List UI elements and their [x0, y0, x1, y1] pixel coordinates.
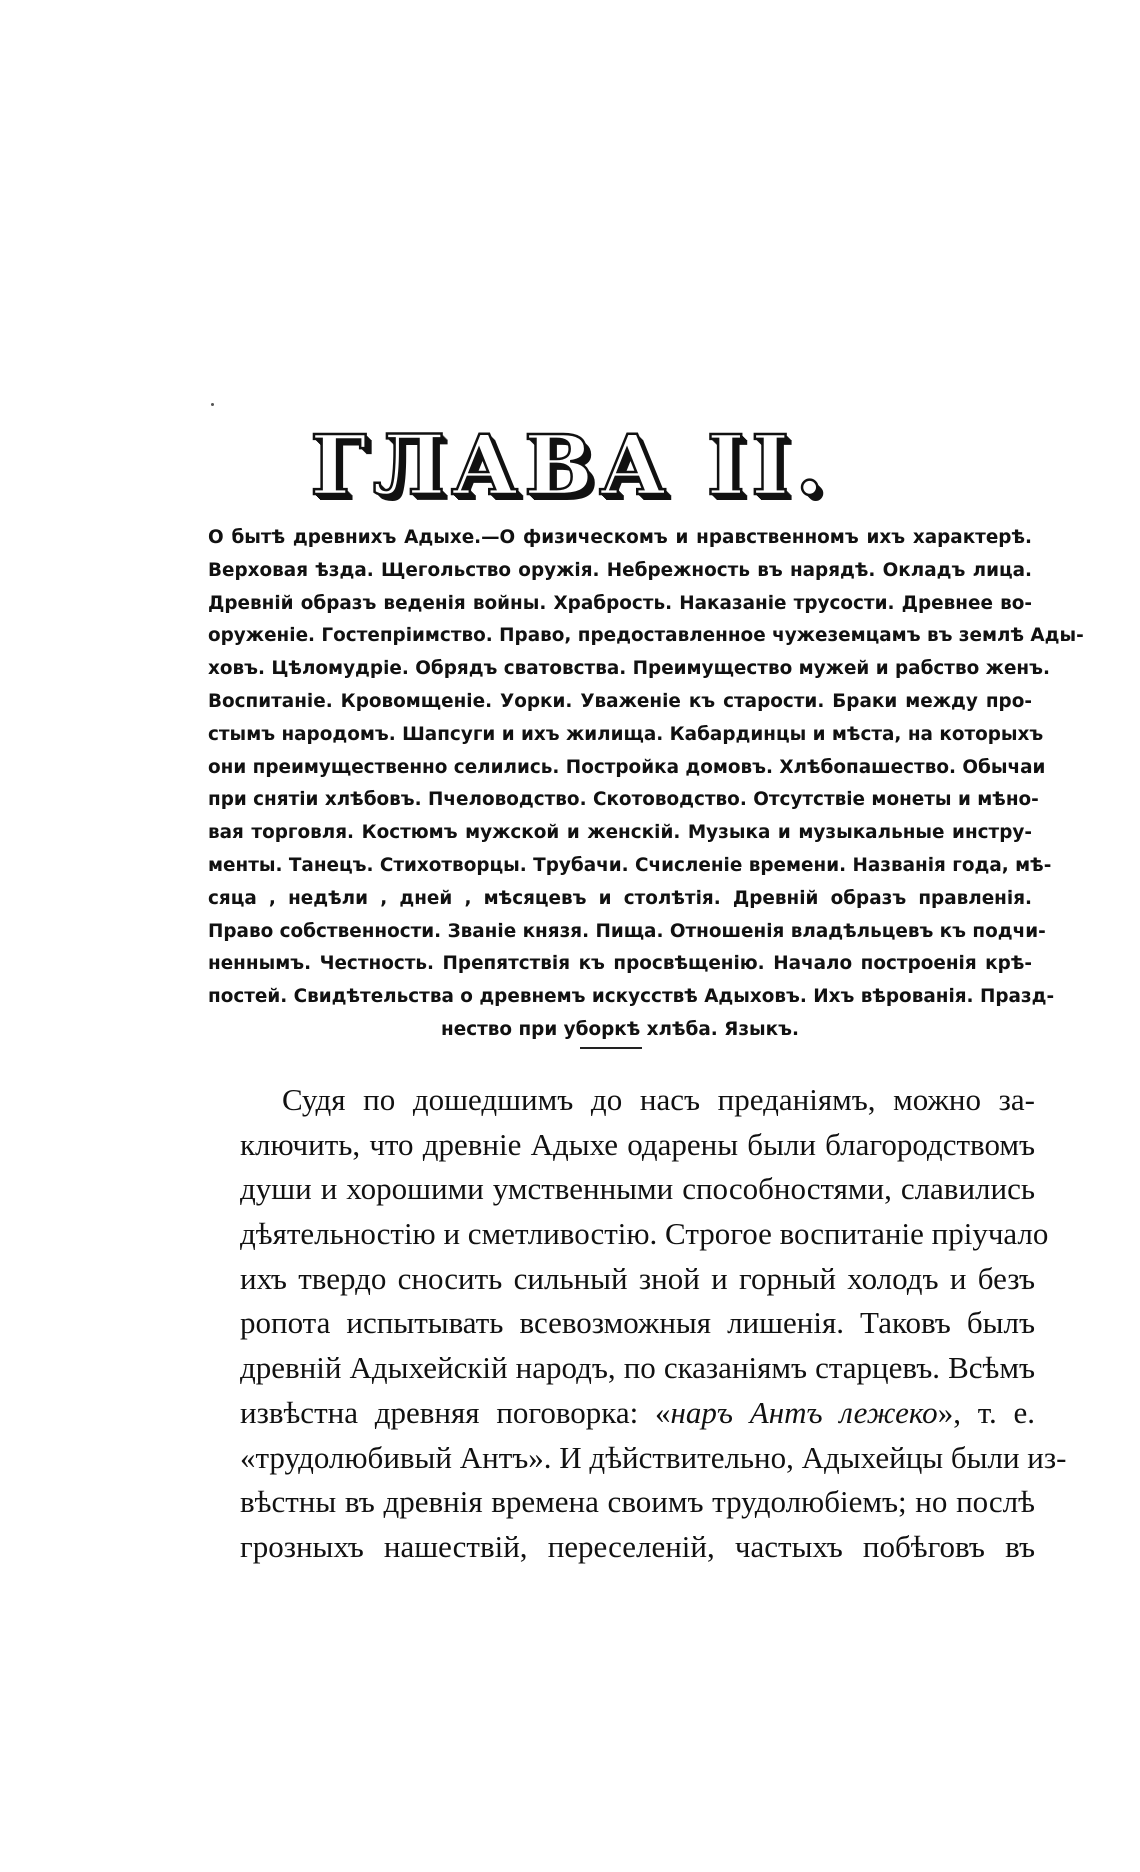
saying-open-quote: « — [655, 1394, 671, 1430]
summary-line: стымъ народомъ. Шапсуги и ихъ жилища. Кабардинцы и мѣста, на которыхъ — [208, 723, 1044, 745]
chapter-title: ГЛАВА II. — [310, 418, 830, 514]
saying-suffix: т. е. — [977, 1394, 1036, 1430]
body-line: ихъ твердо сносить сильный зной и горный холодъ и безъ — [240, 1260, 1035, 1296]
saying-text: наръ Антъ лежеко — [670, 1394, 938, 1430]
summary-line: Древній образъ веденія войны. Храбрость. Наказаніе трусости. Древнее во- — [208, 592, 1032, 614]
body-line: вѣстны въ древнія времена своимъ трудолюбіемъ; но послѣ — [240, 1484, 1035, 1520]
body-line-with-saying — [240, 1391, 1035, 1436]
summary-line: Воспитаніе. Кровомщеніе. Уорки. Уваженіе къ старости. Браки между про- — [208, 690, 1032, 712]
summary-line: ховъ. Цѣломудріе. Обрядъ сватовства. Преимущество мужей и рабство женъ. — [208, 658, 1050, 680]
summary-line: они преимущественно селились. Постройка домовъ. Хлѣбопашество. Обычаи — [208, 756, 1046, 778]
summary-line: при снятіи хлѣбовъ. Пчеловодство. Скотоводство. Отсутствіе монеты и мѣно- — [208, 789, 1039, 811]
summary-line: неннымъ. Честность. Препятствія къ просвѣщенію. Начало построенія крѣ- — [208, 953, 1032, 975]
summary-line: О бытѣ древнихъ Адыхе.—О физическомъ и нравственномъ ихъ характерѣ. — [208, 527, 1032, 548]
chapter-summary — [208, 522, 1084, 1047]
body-line: души и хорошими умственными способностями, славились — [240, 1171, 1035, 1207]
body-line: древній Адыхейскій народъ, по сказаніямъ старцевъ. Всѣмъ — [240, 1350, 1035, 1386]
summary-line: вая торговля. Костюмъ мужской и женскій. Музыка и музыкальные инстру- — [208, 822, 1032, 844]
body-line: «трудолюбивый Антъ». И дѣйствительно, Адыхейцы были из- — [240, 1439, 1067, 1475]
body-line-start: извѣстна древняя поговорка: — [240, 1394, 639, 1430]
summary-line: нество при уборкѣ хлѣба. Языкъ. — [441, 1018, 799, 1040]
saying-close-quote: », — [937, 1394, 961, 1430]
summary-line: Право собственности. Званіе князя. Пища. Отношенія владѣльцевъ къ подчи- — [208, 920, 1046, 942]
body-paragraph — [240, 1078, 1067, 1570]
body-line: ропота испытывать всевозможныя лишенія. Таковъ былъ — [240, 1305, 1035, 1341]
body-line: Судя по дошедшимъ до насъ преданіямъ, можно за- — [282, 1082, 1035, 1117]
body-line: дѣятельностію и сметливостію. Строгое воспитаніе пріучало — [240, 1216, 1049, 1252]
body-line: грозныхъ нашествій, переселеній, частыхъ побѣговъ въ — [240, 1528, 1035, 1564]
summary-line: оруженіе. Гостепріимство. Право, предоставленное чужеземцамъ въ землѣ Ады- — [208, 625, 1084, 647]
summary-line: сяца , недѣли , дней , мѣсяцевъ и столѣтія. Древній образъ правленія. — [208, 887, 1032, 909]
summary-line: менты. Танецъ. Стихотворцы. Трубачи. Счисленіе времени. Названія года, мѣ- — [208, 854, 1052, 876]
speck — [211, 403, 214, 406]
summary-line: Верховая ѣзда. Щегольство оружія. Небрежность въ нарядѣ. Окладъ лица. — [208, 559, 1032, 581]
summary-line: постей. Свидѣтельства о древнемъ искусствѣ Адыховъ. Ихъ вѣрованія. Празд- — [208, 986, 1055, 1008]
section-divider — [580, 1047, 642, 1049]
body-line: ключить, что древніе Адыхе одарены были благородствомъ — [240, 1126, 1035, 1162]
